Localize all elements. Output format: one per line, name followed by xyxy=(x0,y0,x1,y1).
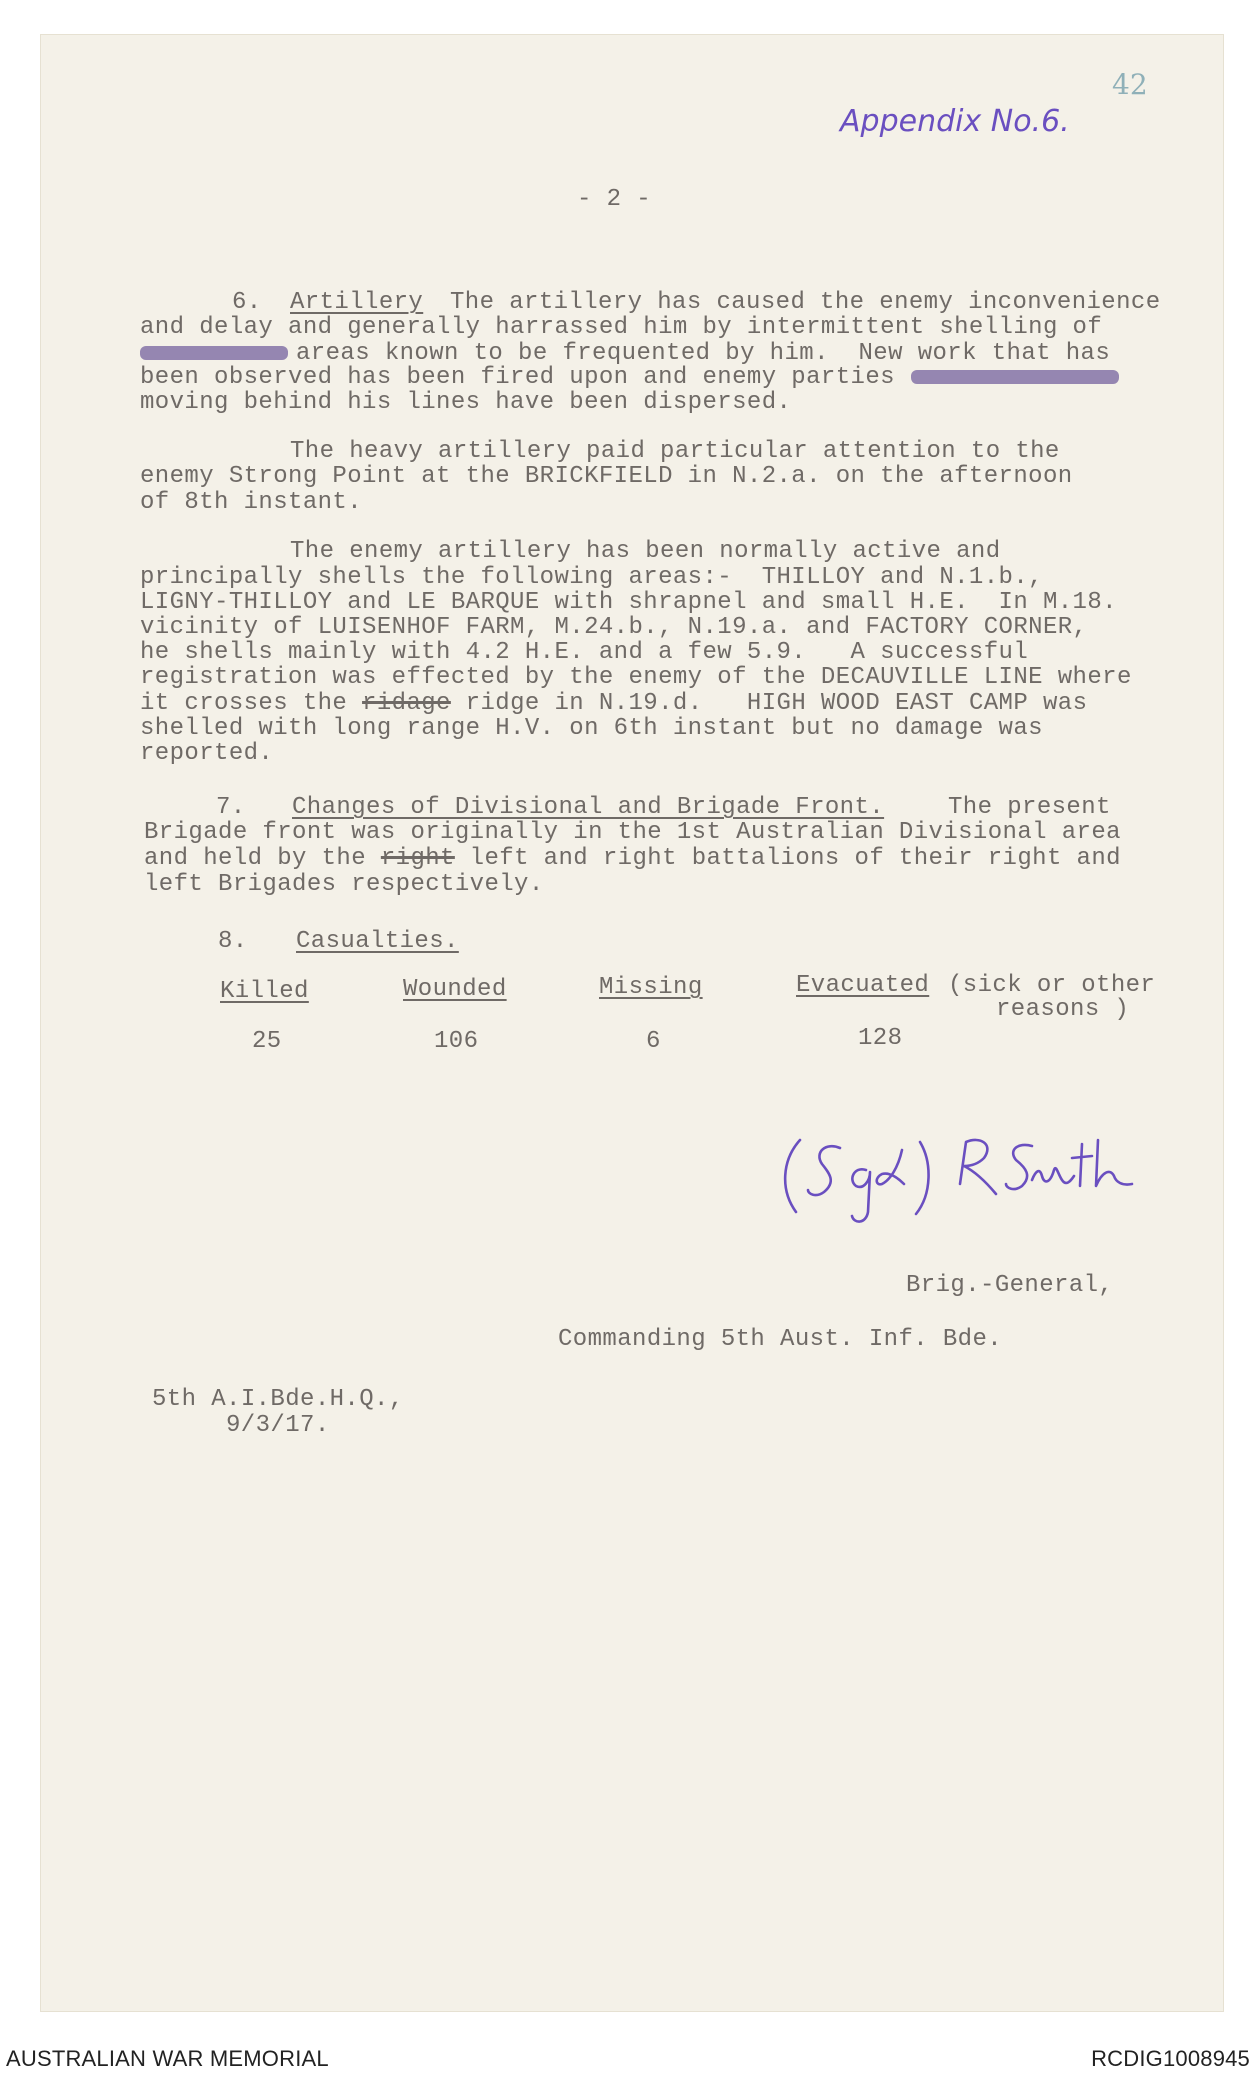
signature-rank: Brig.-General, xyxy=(906,1272,1114,1299)
casualty-header-missing: Missing xyxy=(599,974,703,1001)
para7-line1-rest: The present xyxy=(948,794,1111,821)
heavy-line3: of 8th instant. xyxy=(140,489,363,516)
signature-command: Commanding 5th Aust. Inf. Bde. xyxy=(558,1326,1003,1353)
enemy-line7: it crosses the ridage ridge in N.19.d. HIGH WOOD EAST CAMP was xyxy=(140,690,1088,717)
redaction-mark xyxy=(140,346,288,360)
casualty-header-wounded: Wounded xyxy=(403,976,507,1003)
casualty-header-killed: Killed xyxy=(220,978,309,1005)
footer-institution: AUSTRALIAN WAR MEMORIAL xyxy=(6,2046,329,2071)
redaction-mark xyxy=(911,370,1119,384)
enemy-line9: reported. xyxy=(140,740,274,767)
para6-line1: The artillery has caused the enemy inconvenience xyxy=(450,289,1161,316)
para7-line2: Brigade front was originally in the 1st Australian Divisional area xyxy=(144,819,1121,846)
para6-line5: moving behind his lines have been dispersed. xyxy=(140,389,792,416)
enemy-line4: vicinity of LUISENHOF FARM, M.24.b., N.19.a. and FACTORY CORNER, xyxy=(140,614,1088,641)
casualty-value-wounded: 106 xyxy=(434,1028,479,1055)
enemy-line3: LIGNY-THILLOY and LE BARQUE with shrapnel and small H.E. In M.18. xyxy=(140,589,1117,616)
struck-word: ridage xyxy=(362,690,451,717)
para6-number: 6. xyxy=(232,289,262,316)
enemy-line6: registration was effected by the enemy of the DECAUVILLE LINE where xyxy=(140,664,1132,691)
para7-heading: Changes of Divisional and Brigade Front. xyxy=(292,794,885,821)
enemy-line5: he shells mainly with 4.2 H.E. and a few 5.9. A successful xyxy=(140,639,1029,666)
page-marker: - 2 - xyxy=(577,186,652,213)
para6-line3: areas known to be frequented by him. New work that has xyxy=(140,340,1110,368)
casualty-note-line1: (sick or other xyxy=(948,972,1156,999)
para8-heading: Casualties. xyxy=(296,928,459,955)
origin-place: 5th A.I.Bde.H.Q., xyxy=(152,1386,404,1413)
casualty-value-killed: 25 xyxy=(252,1028,282,1055)
casualty-note-line2: reasons ) xyxy=(996,996,1130,1023)
para6-line2: and delay and generally harrassed him by intermittent shelling of xyxy=(140,314,1103,341)
appendix-label: Appendix No.6. xyxy=(840,104,1070,139)
enemy-line8: shelled with long range H.V. on 6th instant but no damage was xyxy=(140,715,1043,742)
origin-date: 9/3/17. xyxy=(226,1412,330,1439)
handwritten-signature xyxy=(770,1120,1140,1230)
struck-word: right xyxy=(380,845,455,872)
para7-number: 7. xyxy=(216,794,246,821)
heavy-line1: The heavy artillery paid particular attention to the xyxy=(290,438,1060,465)
casualty-value-missing: 6 xyxy=(646,1028,661,1055)
para8-number: 8. xyxy=(218,928,248,955)
para7-line4: left Brigades respectively. xyxy=(144,871,544,898)
enemy-line1: The enemy artillery has been normally active and xyxy=(290,538,1001,565)
heavy-line2: enemy Strong Point at the BRICKFIELD in N.2.a. on the afternoon xyxy=(140,463,1073,490)
para6-line4: been observed has been fired upon and enemy parties xyxy=(140,364,1119,392)
page-number: 42 xyxy=(1112,68,1148,101)
footer-record-id: RCDIG1008945 xyxy=(1091,2046,1250,2071)
casualty-header-evacuated: Evacuated xyxy=(796,972,930,999)
para7-line3: and held by the right left and right battalions of their right and xyxy=(144,845,1121,872)
casualty-value-evacuated: 128 xyxy=(858,1025,903,1052)
enemy-line2: principally shells the following areas:- THILLOY and N.1.b., xyxy=(140,564,1043,591)
para6-heading: Artillery xyxy=(290,289,424,316)
